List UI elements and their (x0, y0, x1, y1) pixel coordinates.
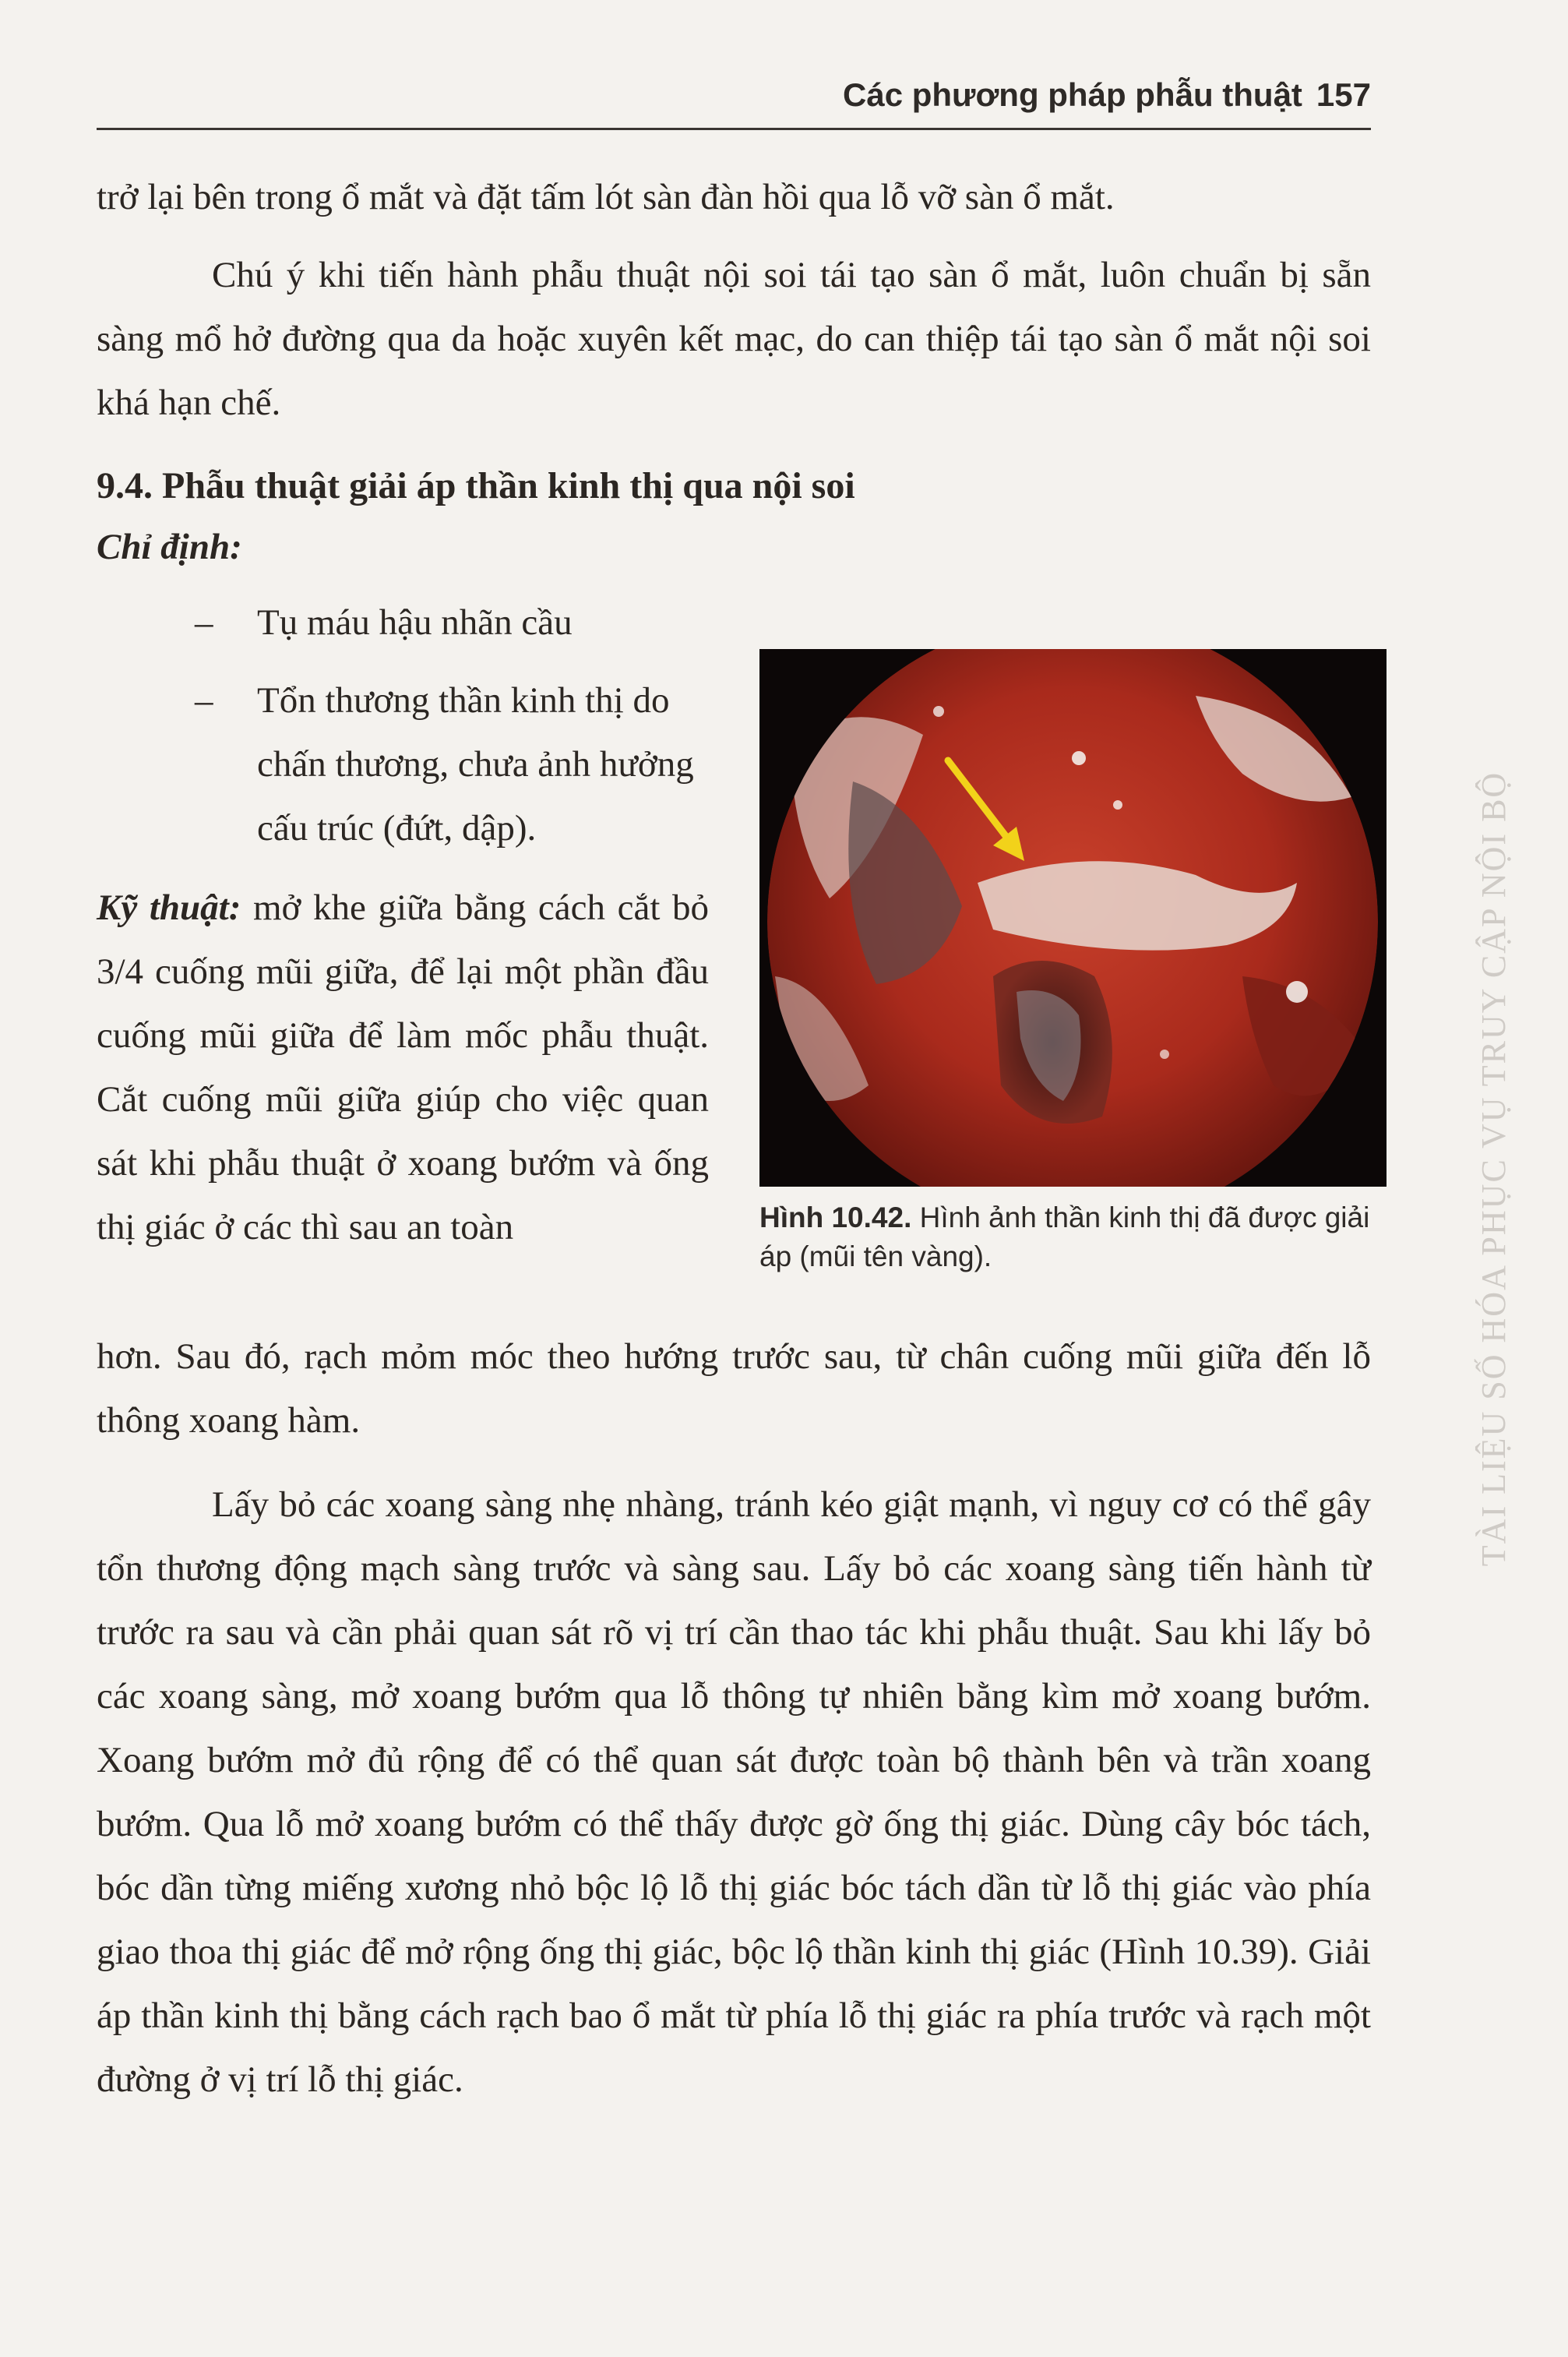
indication-item (195, 669, 709, 860)
endoscopic-figure (759, 649, 1387, 1187)
paragraph-continuation: trở lại bên trong ổ mắt và đặt tấm lót sàn đàn hồi qua lỗ vỡ sàn ổ mắt. (97, 177, 1115, 217)
figure-caption-text: Hình ảnh thần kinh thị đã được giải áp (mũi tên vàng). (759, 1201, 1370, 1272)
indication-item (195, 591, 709, 655)
watermark: TÀI LIỆU SỐ HÓA PHỤC VỤ TRUY CẬP NỘI BỘ (1475, 771, 1513, 1567)
bullet-dash: – (195, 602, 213, 643)
page-number: 157 (1316, 76, 1371, 113)
indication-label: Chỉ định: (97, 527, 242, 567)
indication-text: Tổn thương thần kinh thị do chấn thương, chưa ảnh hưởng cấu trúc (đứt, dập). (257, 680, 694, 849)
paragraph-procedure: Lấy bỏ các xoang sàng nhẹ nhàng, tránh kéo giật mạnh, vì nguy cơ có thể gây tổn thương động mạch sàng trước và sàng sau. Lấy bỏ các xoang sàng tiến hành từ trước ra sau và cần phải quan sát rõ vị trí cần thao tác khi phẫu thuật. Sau khi lấy bỏ các xoang sàng, mở xoang bướm qua lỗ thông tự nhiên bằng kìm mở xoang bướm. Xoang bướm mở đủ rộng để có thể quan sát được toàn bộ thành bên và trần xoang bướm. Qua lỗ mở xoang bướm có thể thấy được gờ ống thị giác. Dùng cây bóc tách, bóc dần từng miếng xương nhỏ bộc lộ lỗ thị giác bóc tách dần từ lỗ thị giác vào phía giao thoa thị giác để mở rộng ống thị giác, bộc lộ thần kinh thị giác (Hình 10.39). Giải áp thần kinh thị bằng cách rạch bao ổ mắt từ phía lỗ thị giác ra phía trước và rạch một đường ở vị trí lỗ thị giác. (97, 1484, 1371, 2100)
page-header (97, 72, 1371, 130)
technique-paragraph (97, 876, 709, 1259)
indication-text: Tụ máu hậu nhãn cầu (257, 602, 573, 643)
chapter-title: Các phương pháp phẫu thuật (843, 76, 1302, 113)
technique-label: Kỹ thuật: (97, 887, 241, 928)
figure-caption (759, 1198, 1390, 1276)
figure-label: Hình 10.42. (759, 1201, 912, 1233)
section-heading: 9.4. Phẫu thuật giải áp thần kinh thị qua nội soi (97, 465, 855, 506)
bullet-dash: – (195, 680, 213, 721)
running-header (843, 72, 1371, 118)
technique-continuation: hơn. Sau đó, rạch mỏm móc theo hướng trước sau, từ chân cuống mũi giữa đến lỗ thông xoang hàm. (97, 1336, 1371, 1441)
technique-text: mở khe giữa bằng cách cắt bỏ 3/4 cuống mũi giữa, để lại một phần đầu cuống mũi giữa để làm mốc phẫu thuật. Cắt cuống mũi giữa giúp cho việc quan sát khi phẫu thuật ở xoang bướm và ống thị giác ở các thì sau an toàn (97, 887, 710, 1247)
endoscopic-image (759, 649, 1387, 1187)
paragraph-note: Chú ý khi tiến hành phẫu thuật nội soi tái tạo sàn ổ mắt, luôn chuẩn bị sẵn sàng mổ hở đường qua da hoặc xuyên kết mạc, do can thiệp tái tạo sàn ổ mắt nội soi khá hạn chế. (97, 255, 1371, 423)
